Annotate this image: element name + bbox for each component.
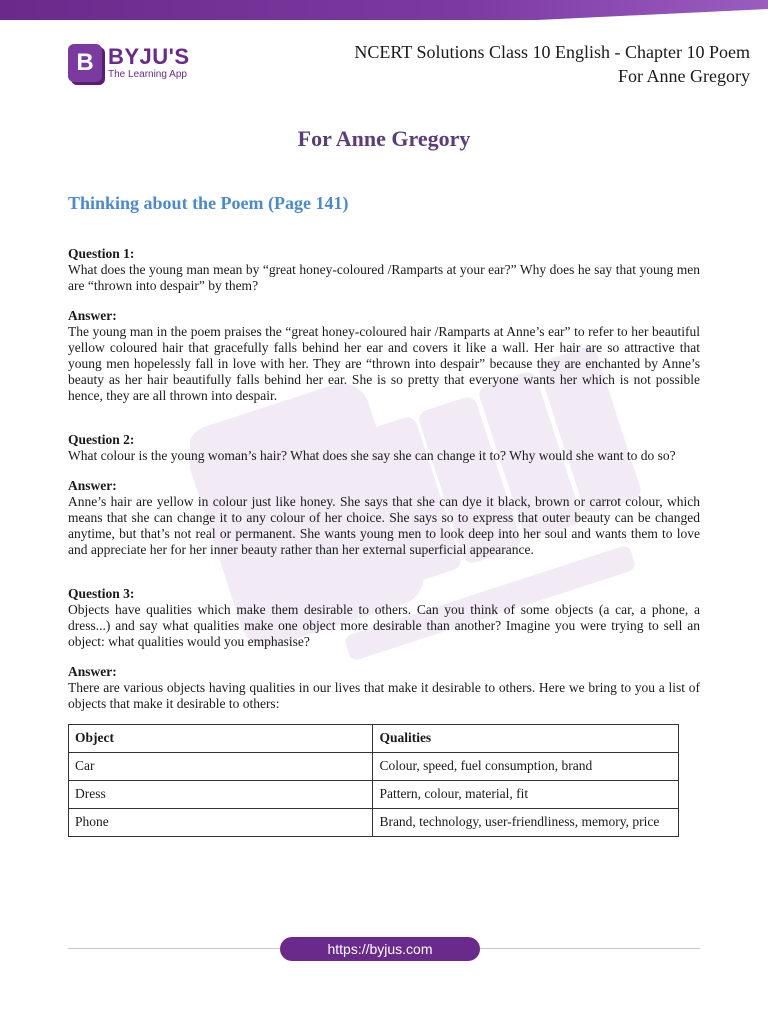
table-cell-qualities: Brand, technology, user-friendliness, memory, price: [373, 809, 679, 837]
question-1: [68, 246, 700, 404]
table-cell-qualities: Pattern, colour, material, fit: [373, 781, 679, 809]
header-line-2: For Anne Gregory: [618, 66, 750, 86]
table-cell-object: Phone: [69, 809, 373, 837]
table-row: [69, 781, 679, 809]
question-text: What does the young man mean by “great honey-coloured /Ramparts at your ear?” Why does he say that young men are “thrown into despair” by them?: [68, 262, 700, 293]
table-header-row: [69, 725, 679, 753]
answer-label: Answer:: [68, 664, 117, 679]
top-accent-bar: [0, 0, 768, 20]
answer-label: Answer:: [68, 478, 117, 493]
document-body: [68, 246, 700, 837]
document-header: [354, 40, 750, 88]
question-text: What colour is the young woman’s hair? What does she say she can change it to? Why would she want to do so?: [68, 448, 676, 463]
table-row: [69, 809, 679, 837]
header-line-1: NCERT Solutions Class 10 English - Chapter 10 Poem: [354, 42, 750, 62]
answer-text: There are various objects having qualities in our lives that make it desirable to others. Here we bring to you a list of objects that make it desirable to others:: [68, 680, 700, 711]
footer-url-link[interactable]: https://byjus.com: [280, 937, 480, 961]
table-cell-object: Dress: [69, 781, 373, 809]
page-title: For Anne Gregory: [297, 126, 471, 151]
brand-logo-text: [108, 46, 190, 80]
table-header-qualities: Qualities: [373, 725, 679, 753]
question-2: [68, 432, 700, 558]
table-row: [69, 753, 679, 781]
brand-name: BYJU'S: [108, 44, 190, 69]
question-text: Objects have qualities which make them desirable to others. Can you think of some objects (a car, a phone, a dress...) and say what qualities make one object more desirable than another? Imagine you were trying to sell an object: what qualities would you emphasise?: [68, 602, 700, 649]
question-label: Question 2:: [68, 432, 135, 447]
brand-tagline: The Learning App: [108, 69, 187, 80]
object-qualities-table: [68, 724, 679, 837]
answer-label: Answer:: [68, 308, 117, 323]
question-label: Question 3:: [68, 586, 135, 601]
answer-text: The young man in the poem praises the “great honey-coloured hair /Ramparts at Anne’s ear” to refer to her beautiful yellow coloured hair that gracefully falls behind her ear and covers it like a wall. Her hair are so attractive that young men hopelessly fall in love with her. They are “thrown into despair” because they are enchanted by Anne’s beauty as her hair beautifully falls behind her ear. She is so pretty that everyone wants her which is not possible hence, they are all thrown into despair.: [68, 324, 700, 403]
question-3: [68, 586, 700, 712]
table-cell-object: Car: [69, 753, 373, 781]
brand-logo-icon: B: [68, 44, 102, 82]
section-title: Thinking about the Poem (Page 141): [68, 193, 349, 213]
table-cell-qualities: Colour, speed, fuel consumption, brand: [373, 753, 679, 781]
table-header-object: Object: [69, 725, 373, 753]
brand-logo[interactable]: [68, 44, 190, 82]
answer-text: Anne’s hair are yellow in colour just like honey. She says that she can dye it black, brown or carrot colour, which means that she can change it to any colour of her choice. She says so to express that outer beauty can be changed anytime, but that’s not real or permanent. She wants young men to look deep into her soul and wants them to love and appreciate her for her inner beauty rather than her external superficial appearance.: [68, 494, 700, 557]
question-label: Question 1:: [68, 246, 135, 261]
